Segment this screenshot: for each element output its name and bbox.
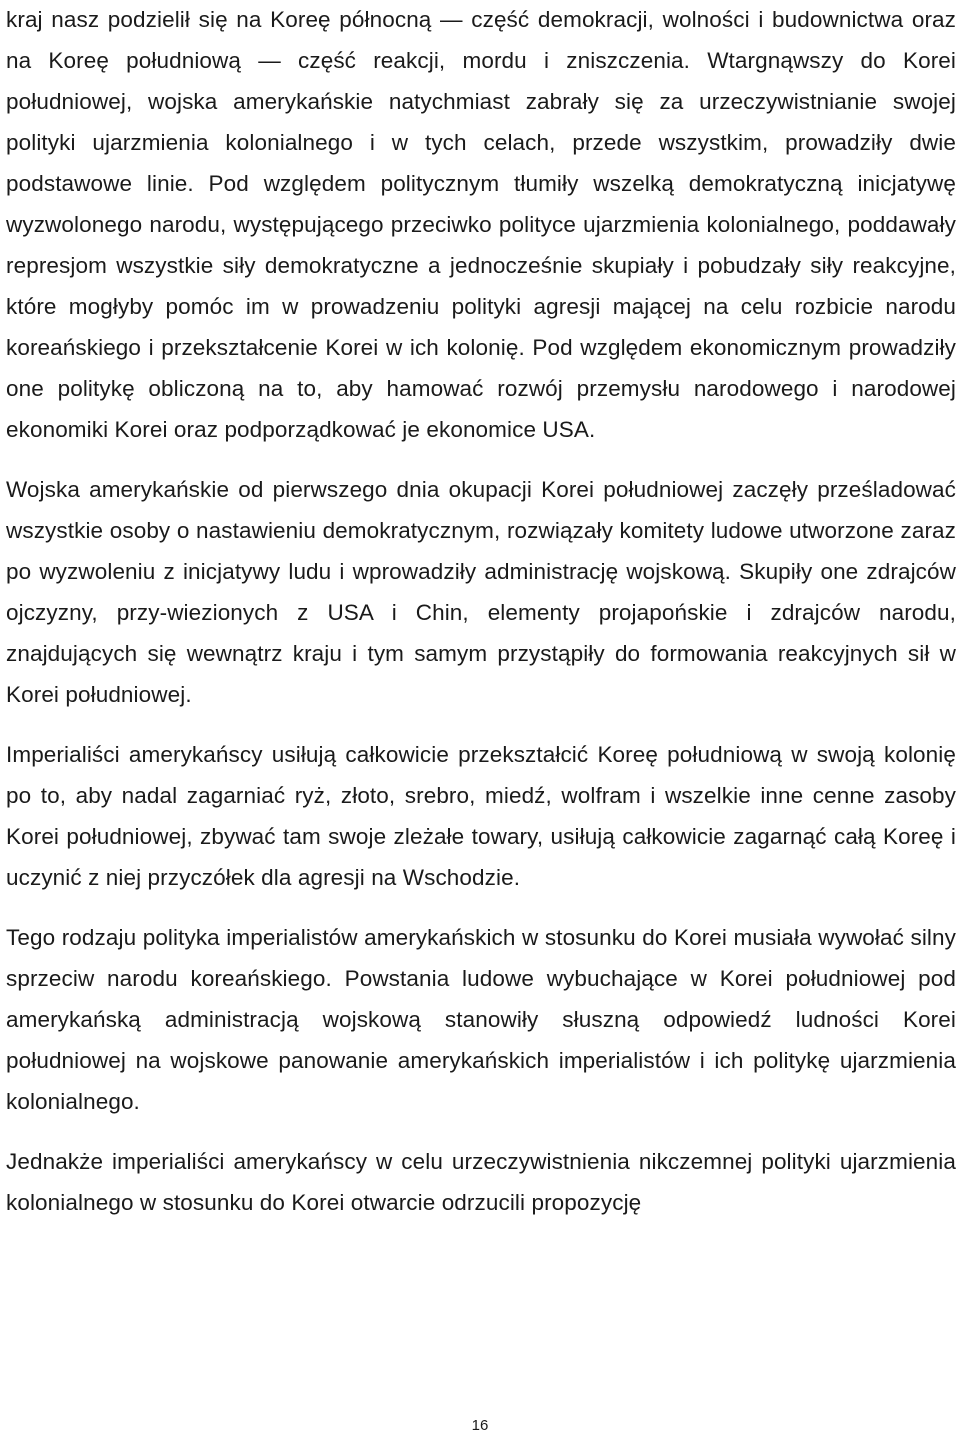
page-number: 16 [471,1417,489,1434]
document-page [6,0,956,1223]
paragraph-5: Jednakże imperialiści amerykańscy w celu urzeczywistnienia nikczemnej polityki ujarzmienia kolonialnego w stosunku do Korei otwarcie odrzucili propozycję [6,1149,956,1215]
paragraph-1: kraj nasz podzielił się na Koreę północną — część demokracji, wolności i budownictwa oraz na Koreę południową — część reakcji, mordu i zniszczenia. Wtargnąwszy do Korei południowej, wojska amerykańskie natychmiast zabrały się za urzeczywistnianie swojej polityki ujarzmienia kolonialnego i w tych celach, przede wszystkim, prowadziły dwie podstawowe linie. Pod względem politycznym tłumiły wszelką demokratyczną inicjatywę wyzwolonego narodu, występującego przeciwko polityce ujarzmienia kolonialnego, poddawały represjom wszystkie siły demokratyczne a jednocześnie skupiały i pobudzały siły reakcyjne, które mogłyby pomóc im w prowadzeniu polityki agresji mającej na celu rozbicie narodu koreańskiego i przekształcenie Korei w ich kolonię. Pod względem ekonomicznym prowadziły one politykę obliczoną na to, aby hamować rozwój przemysłu narodowego i narodowej ekonomiki Korei oraz podporządkować je ekonomice USA. [6,7,956,442]
paragraph-3: Imperialiści amerykańscy usiłują całkowicie przekształcić Koreę południową w swoją kolonię po to, aby nadal zagarniać ryż, złoto, srebro, miedź, wolfram i wszelkie inne cenne zasoby Korei południowej, zbywać tam swoje zleżałe towary, usiłują całkowicie zagarnąć całą Koreę i uczynić z niej przyczółek dla agresji na Wschodzie. [6,742,956,890]
paragraph-4: Tego rodzaju polityka imperialistów amerykańskich w stosunku do Korei musiała wywołać silny sprzeciw narodu koreańskiego. Powstania ludowe wybuchające w Korei południowej pod amerykańską administracją wojskową stanowiły słuszną odpowiedź ludności Korei południowej na wojskowe panowanie amerykańskich imperialistów i ich politykę ujarzmienia kolonialnego. [6,925,956,1114]
paragraph-2: Wojska amerykańskie od pierwszego dnia okupacji Korei południowej zaczęły prześladować wszystkie osoby o nastawieniu demokratycznym, rozwiązały komitety ludowe utworzone zaraz po wyzwoleniu z inicjatywy ludu i wprowadziły administrację wojskową. Skupiły one zdrajców ojczyzny, przy-wiezionych z USA i Chin, elementy projapońskie i zdrajców narodu, znajdujących się wewnątrz kraju i tym samym przystąpiły do formowania reakcyjnych sił w Korei południowej. [6,477,956,707]
